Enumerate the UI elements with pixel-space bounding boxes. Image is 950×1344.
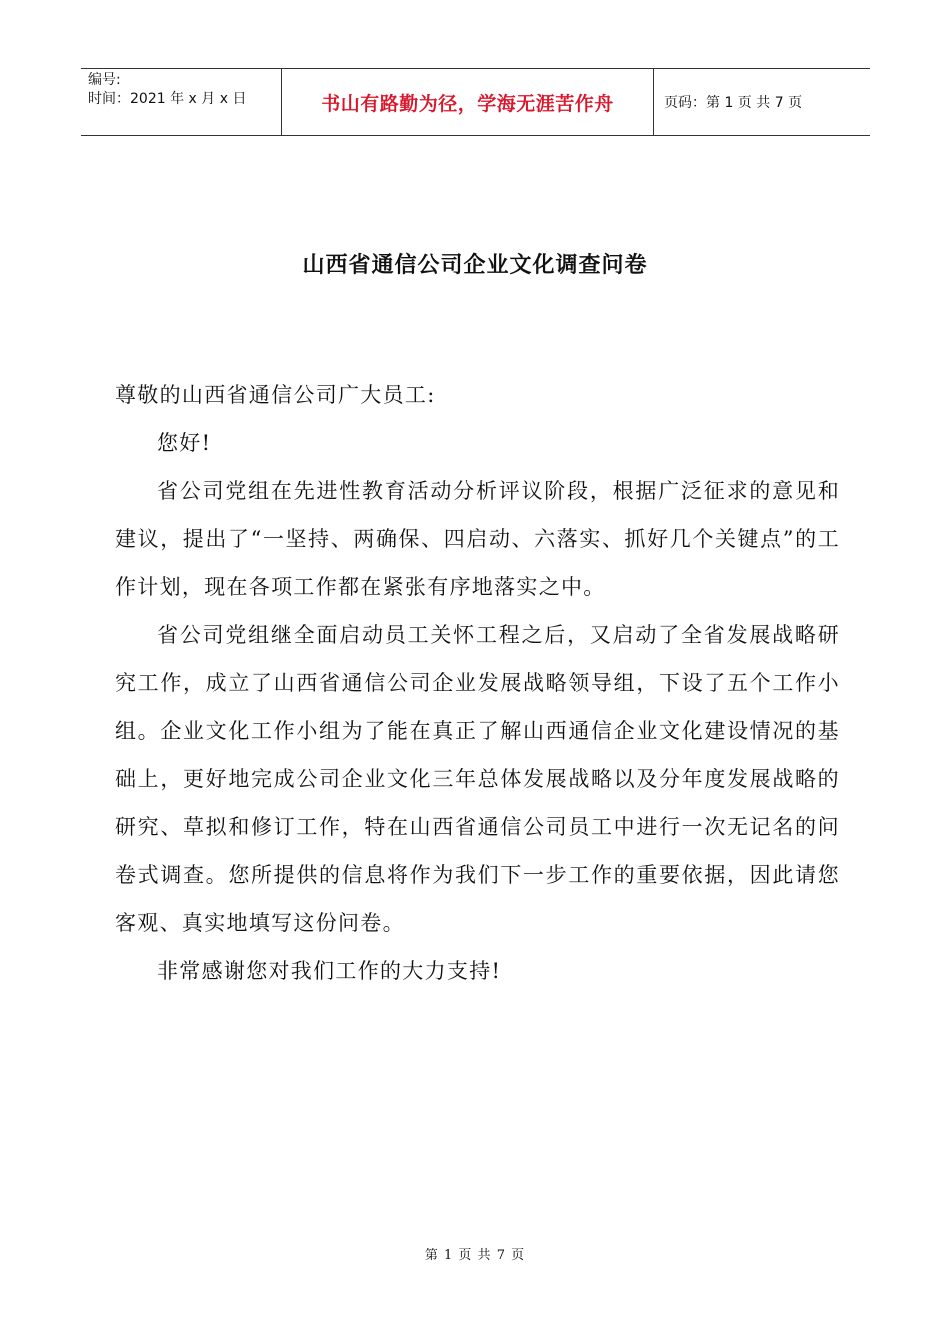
document-title: 山西省通信公司企业文化调查问卷 [302,252,648,278]
header-motto-cell [282,69,654,135]
document-date-label: 时间：2021 年 x 月 x 日 [88,91,247,107]
header-motto: 书山有路勤为径，学海无涯苦作舟 [321,92,614,115]
page-footer: 第 1 页 共 7 页 [424,1248,526,1263]
greeting: 您好! [157,431,212,455]
body-paragraph: 省公司党组在先进性教育活动分析评议阶段，根据广泛征求的意见和建议，提出了“一坚持、两确保、四启动、六落实、抓好几个关键点”的工作计划，现在各项工作都在紧张有序地落实之中。 [115,479,840,599]
document-number-label: 编号: [88,72,121,88]
body-paragraph: 省公司党组继全面启动员工关怀工程之后，又启动了全省发展战略研究工作，成立了山西省通信公司企业发展战略领导组，下设了五个工作小组。企业文化工作小组为了能在真正了解山西通信企业文化建设情况的基础上，更好地完成公司企业文化三年总体发展战略以及分年度发展战略的研究、草拟和修订工作，特在山西省通信公司员工中进行一次无记名的问卷式调查。您所提供的信息将作为我们下一步工作的重要依据，因此请您客观、真实地填写这份问卷。 [115,623,840,935]
header-meta-cell [81,69,282,135]
salutation: 尊敬的山西省通信公司广大员工: [115,383,436,407]
header-table [81,68,870,136]
header-page-info: 页码：第 1 页 共 7 页 [664,95,803,111]
document-body [115,371,840,995]
header-page-cell [654,69,870,135]
closing-line: 非常感谢您对我们工作的大力支持! [157,959,502,983]
